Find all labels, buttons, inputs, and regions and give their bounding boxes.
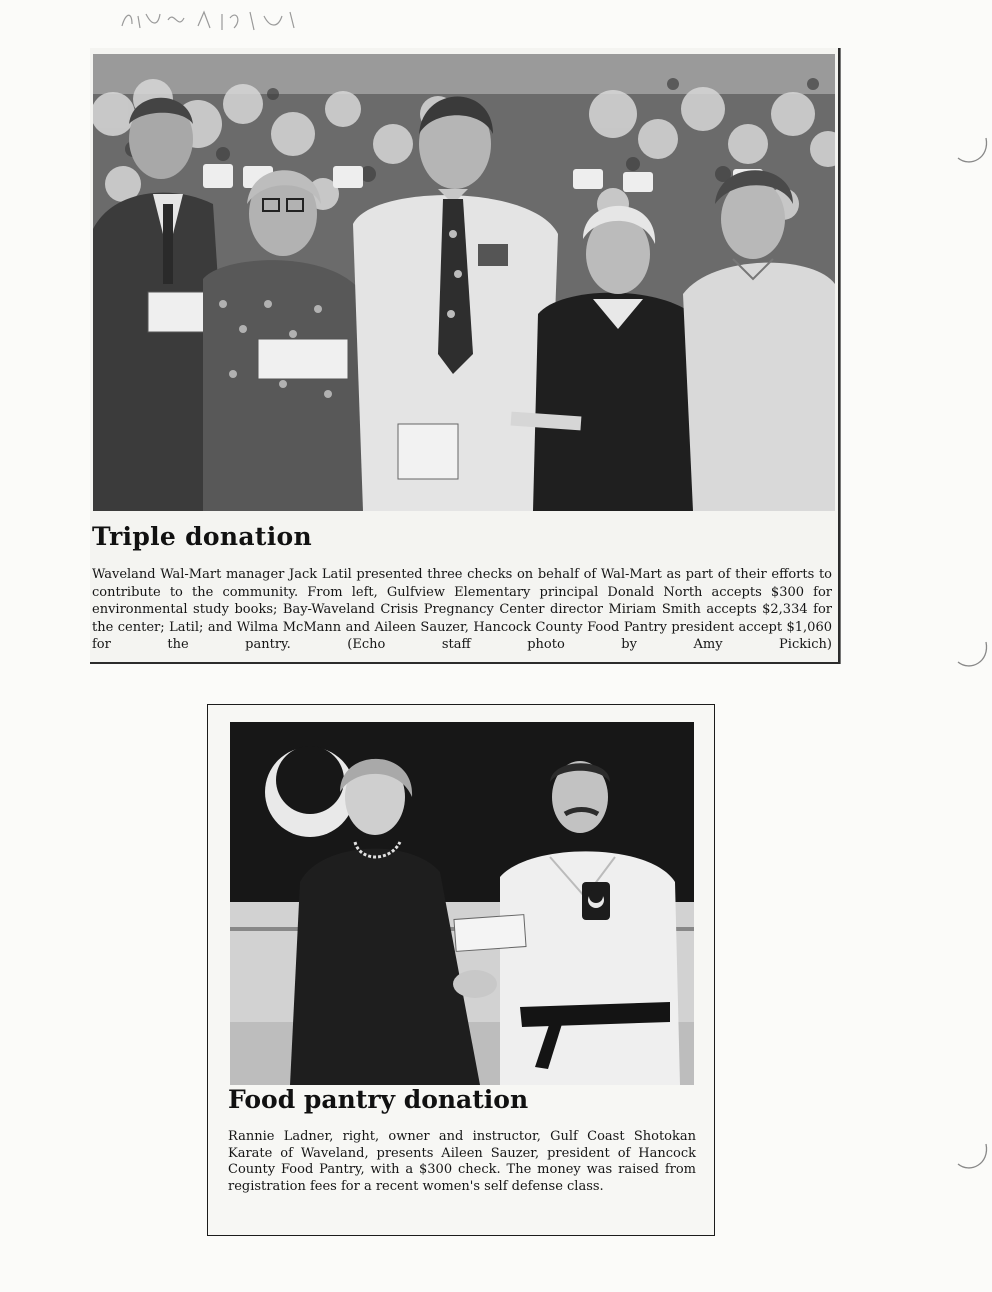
punch-hole-mark bbox=[950, 1134, 992, 1174]
punch-hole-mark bbox=[950, 128, 992, 168]
caption-triple-donation: Waveland Wal-Mart manager Jack Latil presented three checks on behalf of Wal-Mart as part of their efforts to contribute to the community. From left, Gulfview Elementary principal Donald North accepts $300 for environmental study books; Bay-Waveland Crisis Pregnancy Center director Miriam Smith accepts $2,334 for the center; Latil; and Wilma McMann and Aileen Sauzer, Hancock County Food Pantry president accept $1,060 for the pantry. (Echo staff photo by Amy Pickich) bbox=[92, 567, 832, 653]
photo-five-people-with-checks bbox=[93, 54, 835, 511]
caption-food-pantry-donation: Rannie Ladner, right, owner and instructor, Gulf Coast Shotokan Karate of Waveland, presents Aileen Sauzer, president of Hancock County Food Pantry, with a $300 check. The money was raised from registration fees for a recent women's self defense class. bbox=[228, 1129, 696, 1194]
handwritten-note bbox=[118, 6, 308, 34]
clipping-food-pantry-donation bbox=[207, 704, 715, 1236]
photo-karate-instructor-check bbox=[230, 722, 694, 1085]
headline-food-pantry-donation: Food pantry donation bbox=[228, 1085, 529, 1114]
punch-hole-mark bbox=[950, 632, 992, 672]
photo-frame bbox=[230, 722, 694, 1085]
headline-triple-donation: Triple donation bbox=[92, 522, 312, 551]
clipping-triple-donation bbox=[90, 48, 840, 664]
